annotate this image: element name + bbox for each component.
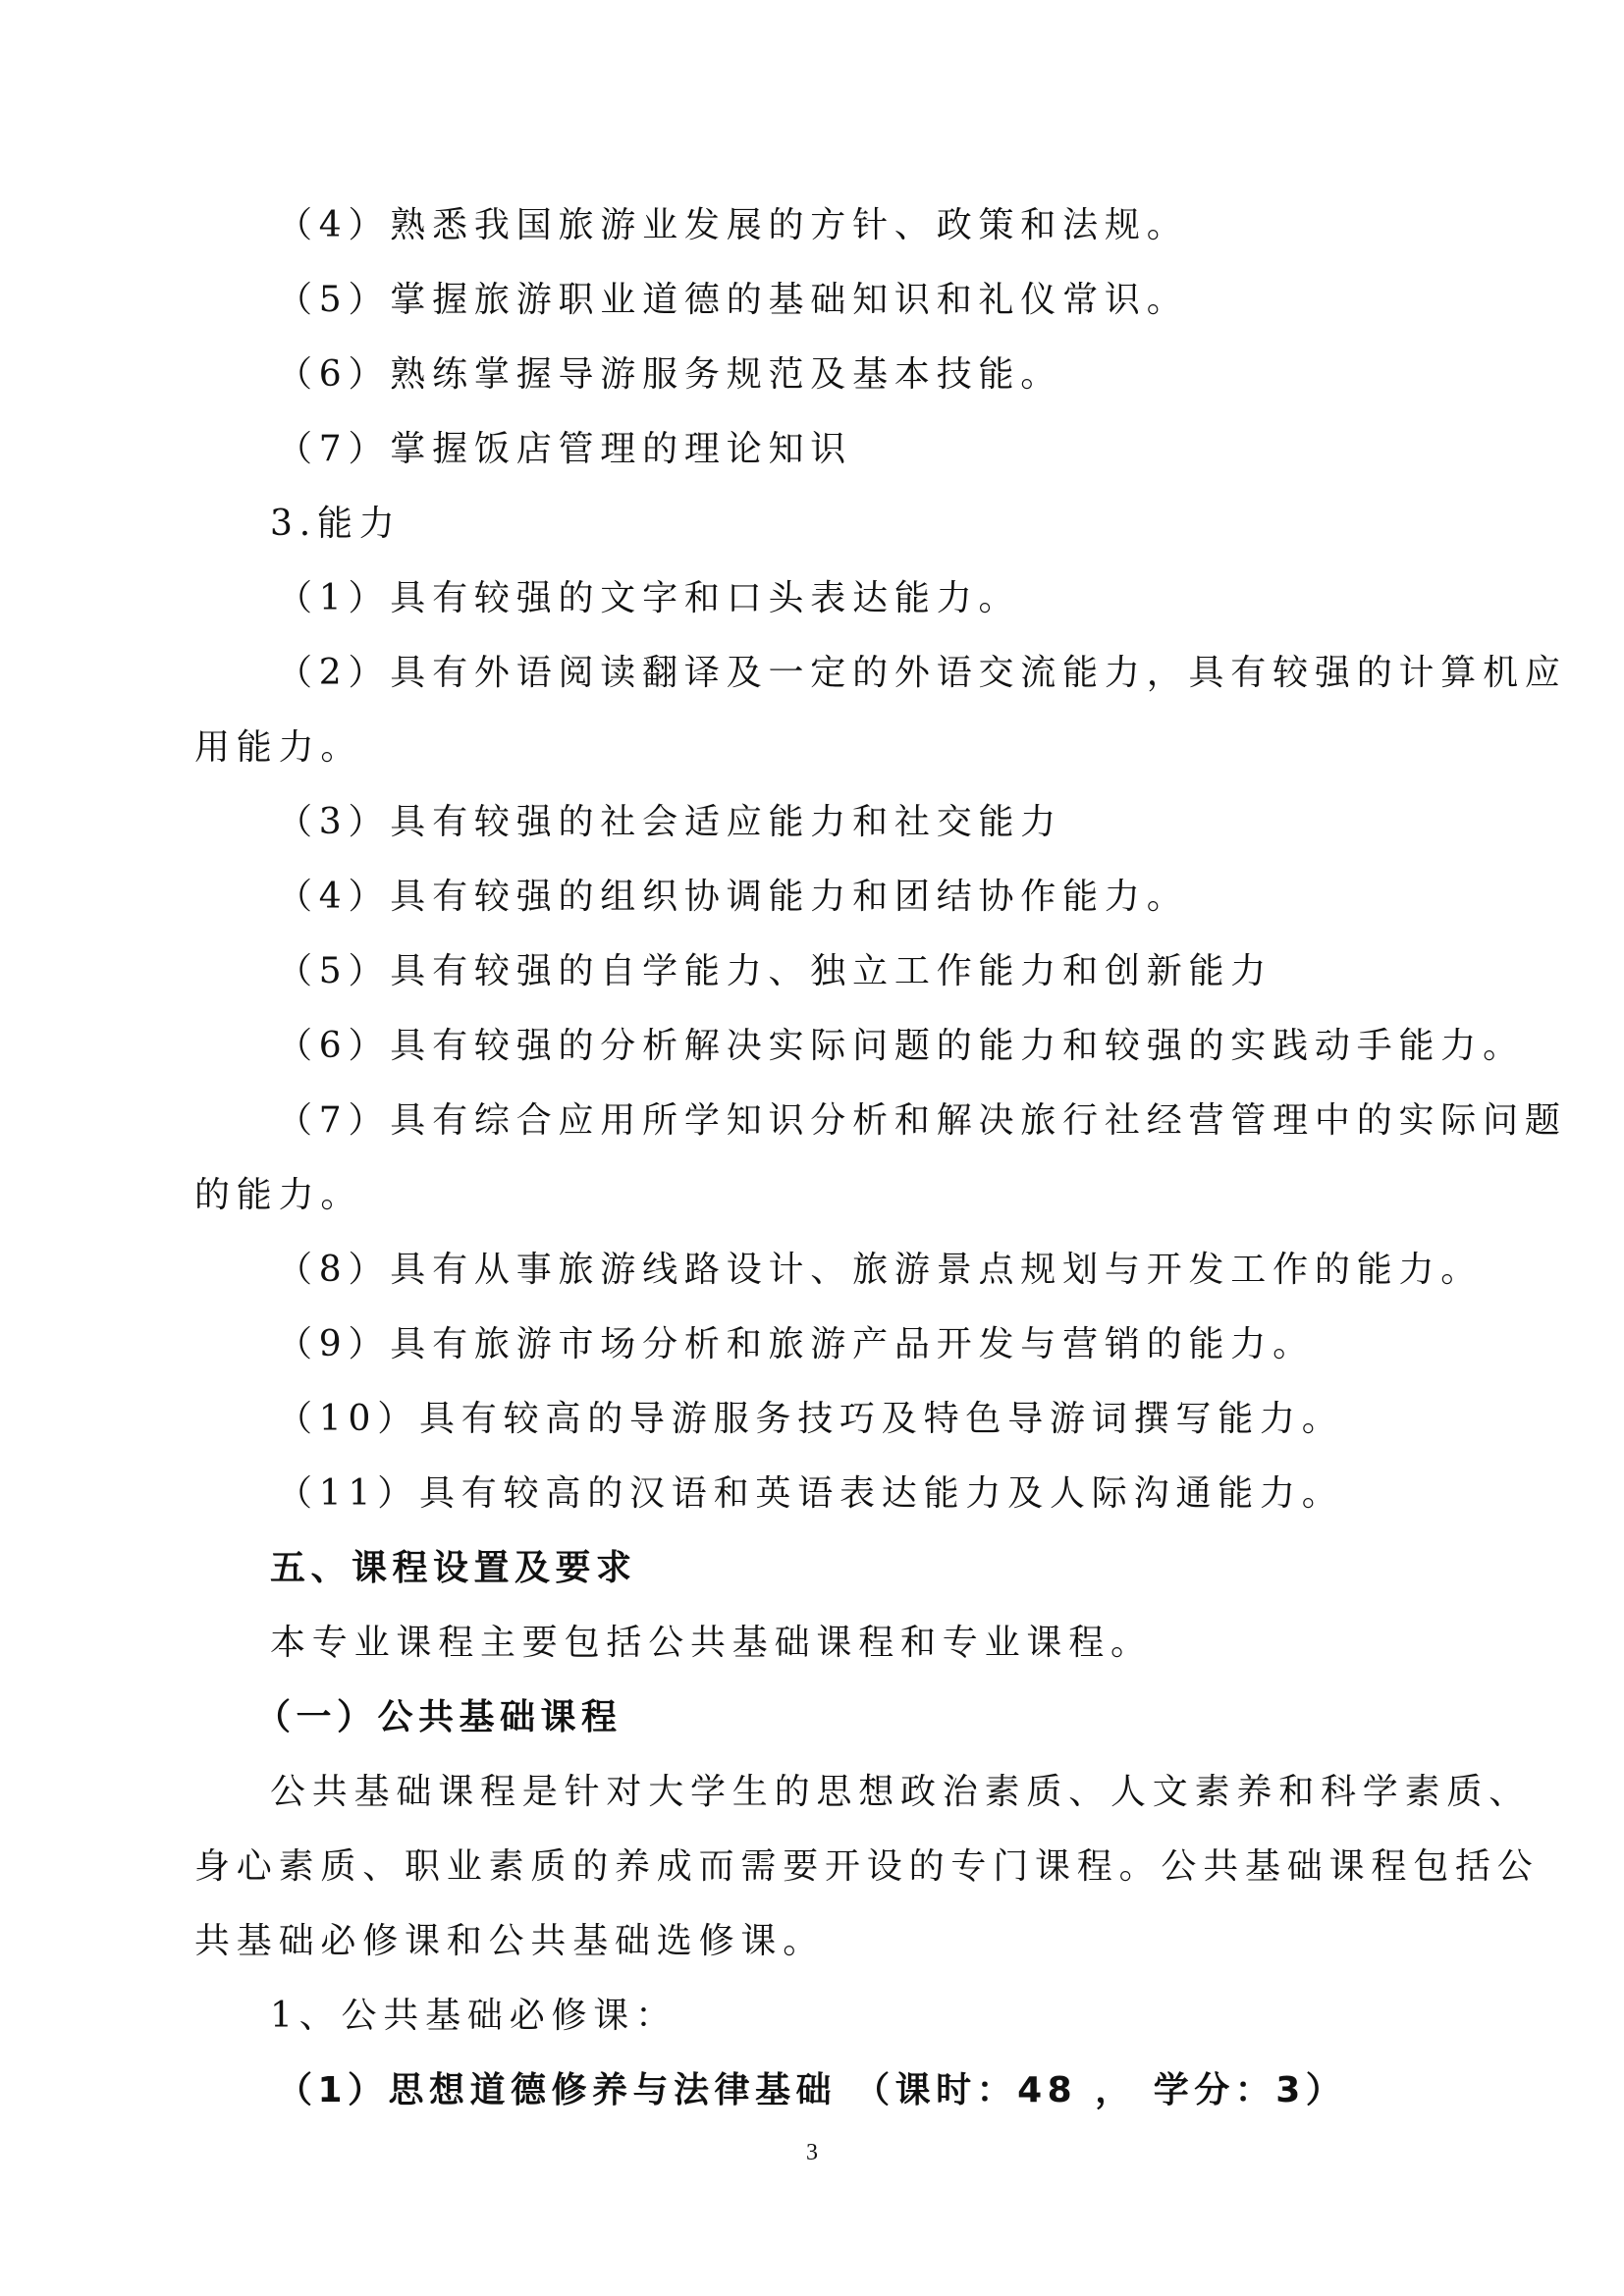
course-heading: （1）思想道德修养与法律基础 （课时：48 ， 学分：3） — [277, 2070, 1347, 2110]
text-line: 共基础必修课和公共基础选修课。 — [194, 1921, 826, 1961]
chapter-heading: 五、课程设置及要求 — [270, 1548, 637, 1588]
text-line: （7）掌握饭店管理的理论知识 — [277, 429, 853, 469]
subsection-heading: （一）公共基础课程 — [255, 1697, 623, 1737]
text-line: （5）掌握旅游职业道德的基础知识和礼仪常识。 — [277, 280, 1189, 320]
text-line: 1、公共基础必修课： — [270, 1996, 677, 2036]
text-line: （9）具有旅游市场分析和旅游产品开发与营销的能力。 — [277, 1324, 1315, 1364]
section-heading: 3.能力 — [270, 504, 402, 544]
text-line: （4）具有较强的组织协调能力和团结协作能力。 — [277, 877, 1189, 917]
text-line: （1）具有较强的文字和口头表达能力。 — [277, 578, 1021, 618]
text-line: （10）具有较高的导游服务技巧及特色导游词撰写能力。 — [277, 1399, 1344, 1439]
text-line: （3）具有较强的社会适应能力和社交能力 — [277, 802, 1063, 842]
text-line: 身心素质、职业素质的养成而需要开设的专门课程。公共基础课程包括公 — [194, 1846, 1540, 1887]
text-line: 用能力。 — [194, 727, 363, 768]
text-line: （6）具有较强的分析解决实际问题的能力和较强的实践动手能力。 — [277, 1026, 1525, 1066]
text-line: （8）具有从事旅游线路设计、旅游景点规划与开发工作的能力。 — [277, 1250, 1484, 1290]
text-line: （11）具有较高的汉语和英语表达能力及人际沟通能力。 — [277, 1473, 1344, 1514]
text-line: （5）具有较强的自学能力、独立工作能力和创新能力 — [277, 951, 1273, 991]
text-line: （7）具有综合应用所学知识分析和解决旅行社经营管理中的实际问题 — [277, 1100, 1567, 1141]
text-line: （6）熟练掌握导游服务规范及基本技能。 — [277, 354, 1063, 395]
text-line: 本专业课程主要包括公共基础课程和专业课程。 — [270, 1623, 1153, 1663]
page-number: 3 — [806, 2140, 818, 2165]
text-line: （2）具有外语阅读翻译及一定的外语交流能力，具有较强的计算机应 — [277, 653, 1567, 693]
text-line: 的能力。 — [194, 1175, 363, 1215]
text-line: （4）熟悉我国旅游业发展的方针、政策和法规。 — [277, 205, 1189, 245]
text-line: 公共基础课程是针对大学生的思想政治素质、人文素养和科学素质、 — [270, 1772, 1532, 1812]
